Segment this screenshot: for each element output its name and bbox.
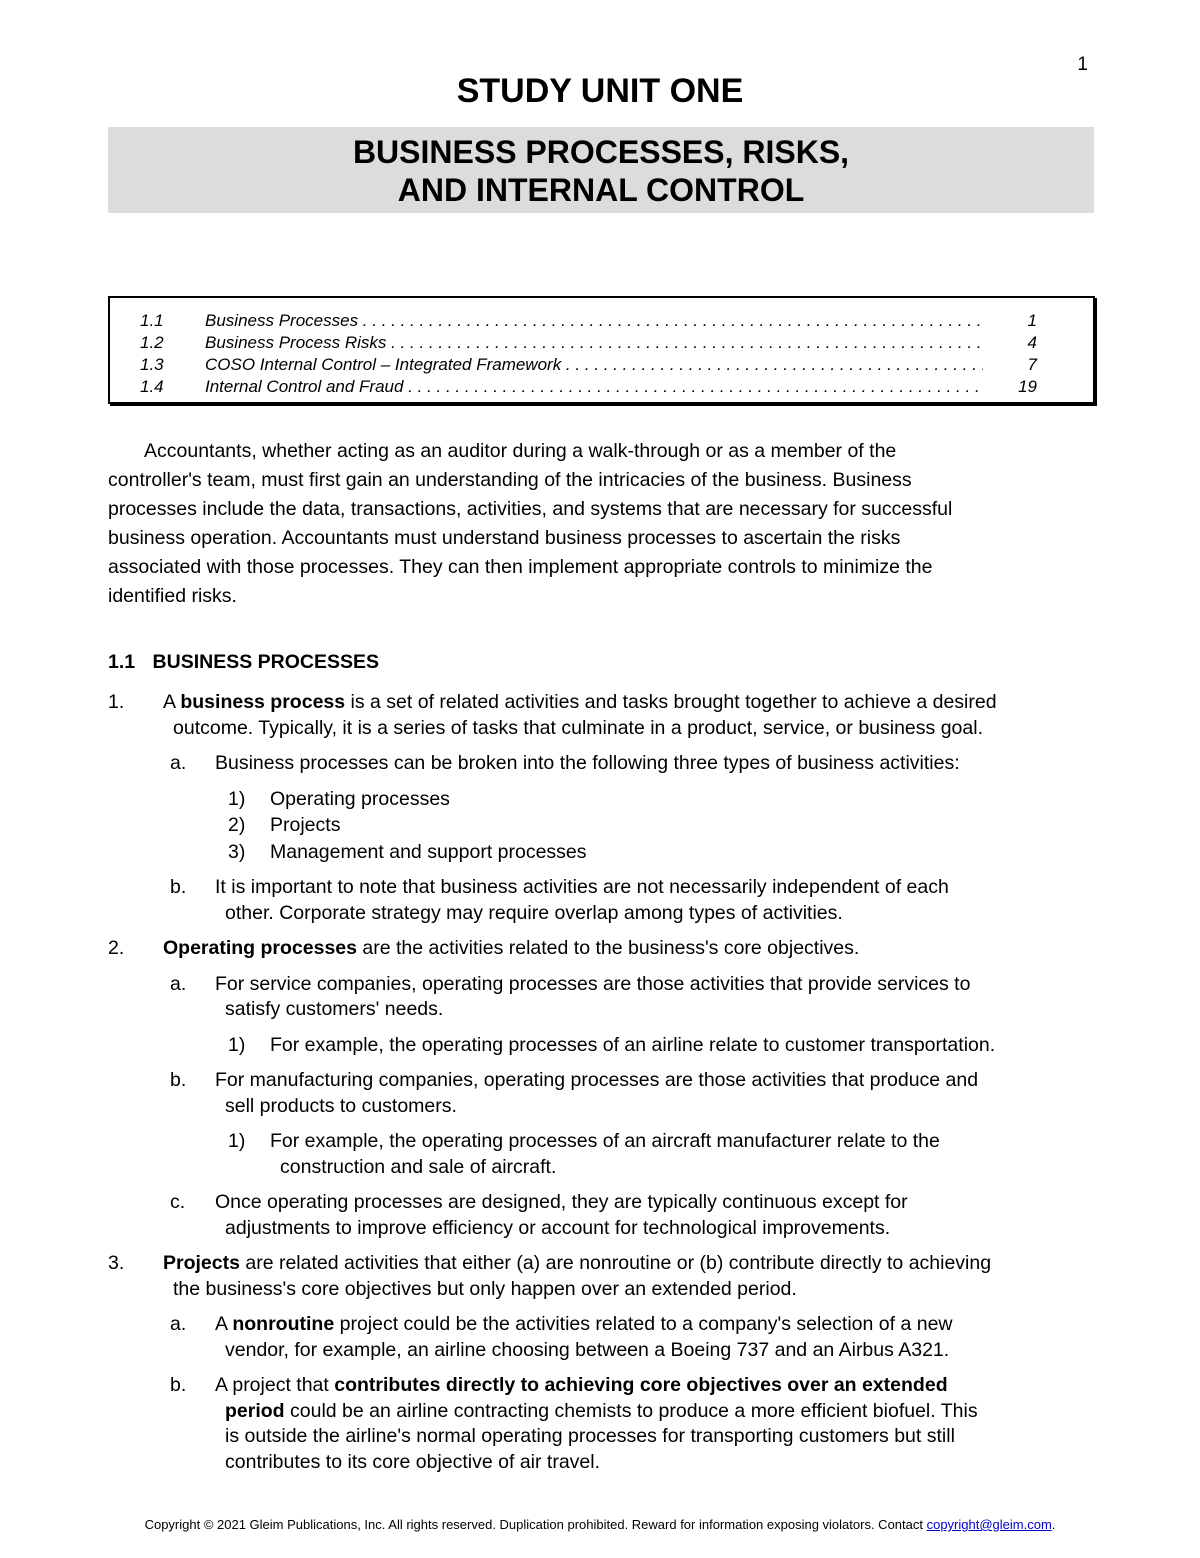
item-bold-term: period (225, 1399, 285, 1422)
outline-item (108, 690, 1103, 741)
unit-title-line1: BUSINESS PROCESSES, RISKS, (352, 134, 850, 170)
item-text: Once operating processes are designed, they are typically continuous except for (215, 1191, 908, 1213)
item-text: are related activities that either (a) are nonroutine or (b) contribute directly to achieving (239, 1252, 992, 1274)
outline-subitem (108, 1373, 1103, 1475)
outline-subitem (108, 1312, 1103, 1363)
item-text: sell products to customers. (225, 1094, 457, 1117)
toc-title: Internal Control and Fraud . . . (205, 376, 983, 398)
item-text: could be an airline contracting chemists to produce a more efficient biofuel. This (284, 1399, 978, 1422)
outline-item (108, 936, 1103, 962)
section-heading (108, 651, 379, 674)
item-text: Management and support processes (270, 840, 587, 863)
item-text: A (163, 691, 181, 713)
item-label: a. (170, 1313, 187, 1335)
intro-line: associated with those processes. They can then implement appropriate controls to minimize the (108, 556, 933, 578)
outline-subitem (108, 972, 1103, 1023)
toc-title: Business Process Risks . . . (205, 332, 983, 354)
toc-title: COSO Internal Control – Integrated Framework . . . (205, 354, 983, 376)
toc-page: 4 (1027, 333, 1037, 352)
item-text: adjustments to improve efficiency or account for technological improvements. (225, 1216, 891, 1239)
item-text: contributes to its core objective of air travel. (225, 1450, 601, 1473)
item-label: b. (170, 1374, 187, 1396)
item-text: project could be the activities related to a company's selection of a new (334, 1313, 953, 1335)
item-text: It is important to note that business activities are not necessarily independent of each (215, 876, 949, 898)
outline-subsubitem (108, 840, 1103, 866)
item-text: satisfy customers' needs. (225, 998, 444, 1020)
copyright-footer (0, 1517, 1200, 1532)
toc-row[interactable] (110, 376, 1093, 398)
outline-subsubitem (108, 1033, 1103, 1059)
item-text: Operating processes (270, 787, 450, 810)
section-number: 1.1 (108, 651, 136, 673)
study-unit-heading: STUDY UNIT ONE (456, 72, 744, 110)
toc-title: Business Processes . . . (205, 310, 983, 332)
page-number: 1 (1077, 54, 1088, 75)
item-bold-term: Operating processes (163, 937, 357, 959)
item-text: For example, the operating processes of an aircraft manufacturer relate to the (270, 1130, 940, 1152)
item-text: construction and sale of aircraft. (280, 1155, 557, 1178)
item-text: For example, the operating processes of an airline relate to customer transportation. (270, 1033, 996, 1056)
intro-line: Accountants, whether acting as an auditor during a walk-through or as a member of the (144, 440, 897, 462)
intro-paragraph (108, 437, 1098, 611)
toc-row[interactable] (110, 354, 1093, 376)
item-text: other. Corporate strategy may require overlap among types of activities. (225, 901, 843, 924)
item-text: A (215, 1313, 233, 1335)
item-label: 1) (228, 787, 246, 810)
item-label: 1. (108, 691, 125, 713)
item-label: 1) (228, 1033, 246, 1056)
unit-title-line2: AND INTERNAL CONTROL (397, 172, 805, 208)
item-label: a. (170, 972, 187, 995)
item-bold-term: nonroutine (232, 1313, 335, 1335)
item-label: a. (170, 752, 187, 774)
copyright-email-link[interactable]: copyright@gleim.com (926, 1517, 1052, 1532)
item-label: 3) (228, 840, 246, 863)
item-label: b. (170, 1069, 187, 1091)
toc-page: 1 (1027, 311, 1037, 330)
outline-subsubitem (108, 787, 1103, 813)
item-text: Projects (270, 814, 341, 836)
toc-row[interactable] (110, 310, 1093, 332)
toc-page: 7 (1027, 355, 1037, 374)
item-bold-term: Projects (163, 1252, 240, 1274)
section-title: BUSINESS PROCESSES (152, 651, 380, 673)
item-label: 2) (228, 814, 246, 836)
footer-text: Copyright © 2021 Gleim Publications, Inc. All rights reserved. Duplication prohibited. Reward for information exposing violators. Contact (144, 1517, 927, 1532)
item-text: vendor, for example, an airline choosing between a Boeing 737 and an Airbus A321. (225, 1338, 950, 1361)
outline-subsubitem (108, 813, 1103, 839)
unit-title-band (108, 127, 1094, 213)
intro-line: processes include the data, transactions, activities, and systems that are necessary for successful (108, 498, 953, 520)
item-text: the business's core objectives but only happen over an extended period. (173, 1277, 797, 1300)
item-text: is a set of related activities and tasks brought together to achieve a desired (345, 691, 997, 713)
outline (108, 690, 1103, 1485)
outline-subitem (108, 875, 1103, 926)
intro-line: business operation. Accountants must understand business processes to ascertain the risks (108, 527, 901, 549)
outline-item (108, 1251, 1103, 1302)
item-label: 3. (108, 1252, 125, 1274)
outline-subitem (108, 1190, 1103, 1241)
item-label: 1) (228, 1130, 246, 1152)
item-text: For manufacturing companies, operating processes are those activities that produce and (215, 1069, 979, 1091)
outline-subitem (108, 751, 1103, 777)
footer-end: . (1051, 1517, 1056, 1532)
toc-number: 1.4 (140, 377, 164, 396)
item-text: For service companies, operating processes are those activities that provide services to (215, 972, 971, 995)
outline-subitem (108, 1068, 1103, 1119)
toc-row[interactable] (110, 332, 1093, 354)
item-label: c. (170, 1191, 186, 1213)
outline-subsubitem (108, 1129, 1103, 1180)
table-of-contents (108, 296, 1095, 404)
item-label: 2. (108, 937, 125, 959)
item-bold-term: contributes directly to achieving core objectives over an extended (334, 1374, 948, 1396)
item-bold-term: business process (180, 691, 346, 713)
item-text: Business processes can be broken into the following three types of business activities: (215, 752, 960, 774)
toc-page: 19 (1018, 377, 1037, 396)
intro-line: identified risks. (108, 585, 237, 607)
intro-line: controller's team, must first gain an understanding of the intricacies of the business. Business (108, 469, 912, 491)
item-text: A project that (215, 1374, 335, 1396)
item-label: b. (170, 876, 187, 898)
toc-number: 1.1 (140, 311, 164, 330)
toc-number: 1.3 (140, 355, 164, 374)
item-text: are the activities related to the business's core objectives. (357, 937, 860, 959)
toc-number: 1.2 (140, 333, 164, 352)
item-text: is outside the airline's normal operating processes for transporting customers but still (225, 1425, 955, 1447)
item-text: outcome. Typically, it is a series of tasks that culminate in a product, service, or business goal. (173, 716, 983, 739)
